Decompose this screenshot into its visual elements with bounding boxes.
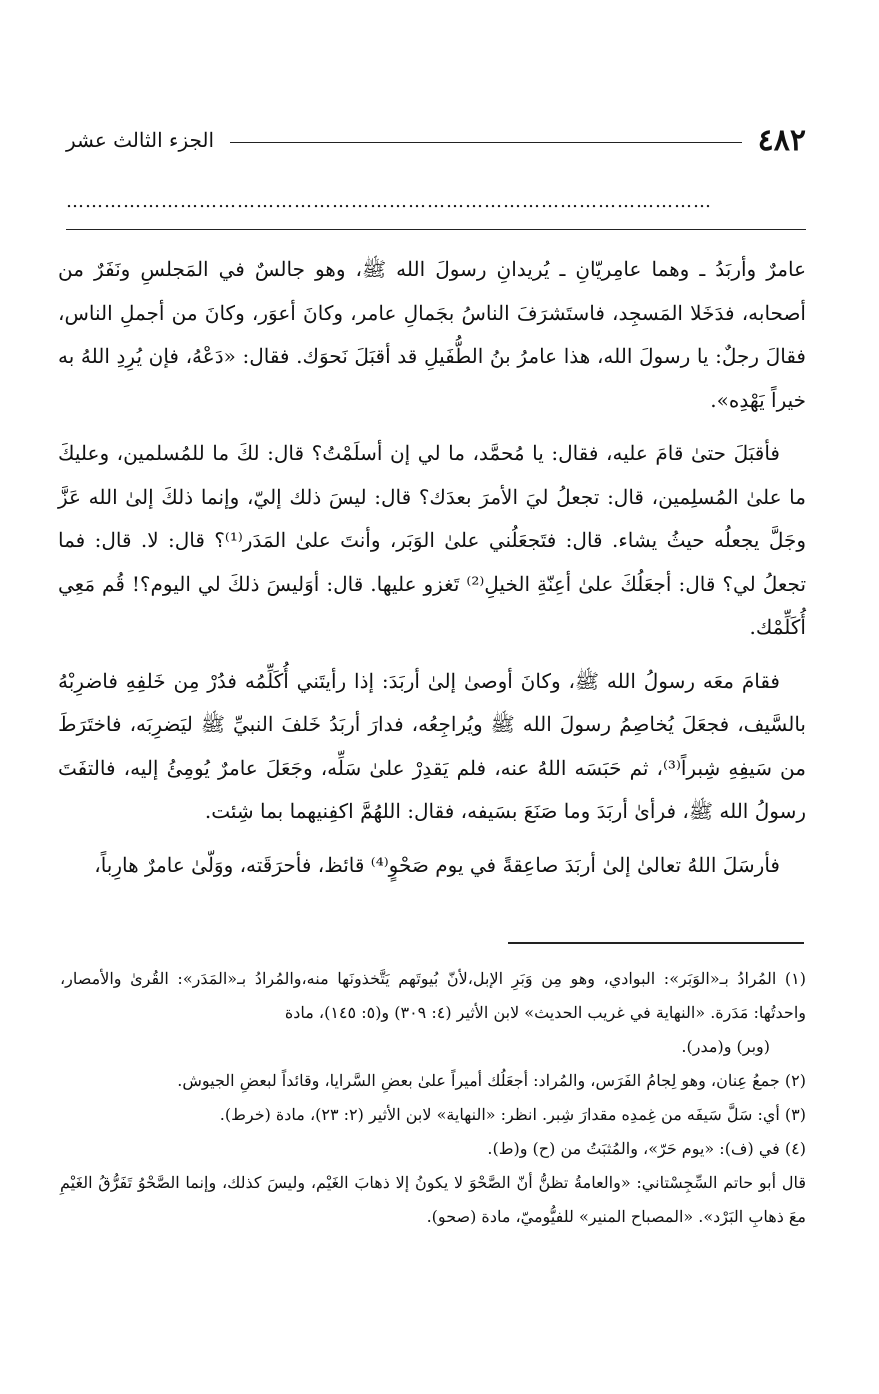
footnote-2: (٢) جمعُ عِنان، وهو لِجامُ الفَرَس، والمُراد: أجعَلُك أميراً علىٰ بعضِ السَّرايا، وقائداً لبعضِ الجيوش. [177, 1071, 806, 1090]
footnote-rule [508, 942, 804, 944]
footnote-4: (٤) في (ف): «يوم حَرّ»، والمُثبَتُ من (ح) و(ط). [487, 1139, 806, 1158]
paragraph: فأرسَلَ اللهُ تعالىٰ إلىٰ أربَدَ صاعِقةً في يوم صَحْوٍ⁽⁴⁾ قائظ، فأحرَقَته، ووَلّىٰ عامرٌ هارِباً، [94, 852, 780, 877]
paragraph: عامرٌ وأربَدُ ـ وهما عامِريّانِ ـ يُريدانِ رسولَ الله ﷺ، وهو جالسٌ في المَجلسِ ونَفَرٌ من أصحابه، فدَخَلا المَسجِد، فاستَشرَفَ الناسُ بجَمالِ عامر، وكانَ أعوَر، وكانَ من أجملِ الناس، فقالَ رجلٌ: يا رسولَ الله، هذا عامرُ بنُ الطُّفَيلِ قد أقبَلَ نَحوَك. فقال: «دَعْهُ، فإن يُرِدِ اللهُ به خيراً يَهْدِه». [58, 257, 806, 412]
separator-dots: ………………………………………………………………………………………… [66, 192, 712, 212]
footnote-1-continued: (وبر) و(مدر). [681, 1037, 770, 1056]
top-rule [66, 229, 806, 230]
footnote-3: (٣) أي: سَلَّ سَيفَه من غِمدِه مقدارَ شِبر. انظر: «النهاية» لابن الأثير (٢: ٢٣)، مادة (خرط). [219, 1105, 806, 1124]
page-header [66, 118, 806, 162]
paragraph: فقامَ معَه رسولُ الله ﷺ، وكانَ أوصىٰ إلىٰ أربَدَ: إذا رأيتَني أُكَلِّمُه فدُرْ مِن خَلفِهِ فاضرِبْهُ بالسَّيف، فجعَلَ يُخاصِمُ رسولَ الله ﷺ ويُراجِعُه، فدارَ أربَدُ خَلفَ النبيِّ ﷺ ليَضرِبَه، فاختَرَطَ من سَيفِهِ شِبراً⁽³⁾، ثم حَبَسَه اللهُ عنه، فلم يَقدِرْ علىٰ سَلِّه، وجَعَلَ عامرٌ يُومِئُ إليه، فالتفَتَ رسولُ الله ﷺ، فرأىٰ أربَدَ وما صَنَعَ بسَيفه، فقال: اللهُمَّ اكفِنيهما بما شِئت. [58, 668, 806, 823]
paragraph: فأقبَلَ حتىٰ قامَ عليه، فقال: يا مُحمَّد، ما لي إن أسلَمْتُ؟ قال: لكَ ما للمُسلمين، وعليكَ ما علىٰ المُسلِمين، قال: تجعلُ ليَ الأمرَ بعدَك؟ قال: ليسَ ذلك إليّ، وإنما ذلكَ إلىٰ الله عَزَّ وجَلَّ يجعلُه حيثُ يشاء. قال: فتَجعَلُني علىٰ الوَبَر، وأنتَ علىٰ المَدَر⁽¹⁾؟ قال: لا. قال: فما تجعلُ لي؟ قال: أجعَلُكَ علىٰ أعِنّةِ الخيلِ⁽²⁾ تَغزو عليها. قال: أوَليسَ ذلكَ لي اليوم؟! قُم مَعِي أُكَلِّمْك. [58, 441, 807, 639]
footnote-4-quote: قال أبو حاتم السِّجِسْتاني: «والعامةُ تظنُّ أنّ الصَّحْوَ لا يكونُ إلا ذهابَ الغَيْم، وليسَ كذلك، وإنما الصَّحْوُ تَفَرُّقُ الغَيْمِ معَ ذهابِ البَرْد». «المصباح المنير» للفيُّوميّ، مادة (صحو). [60, 1173, 806, 1226]
footnotes [60, 962, 806, 1234]
running-title: الجزء الثالث عشر [66, 128, 215, 152]
footnote-1: (١) المُرادُ بـ«الوَبَر»: البوادي، وهو مِن وَبَرِ الإبل،لأنّ بُيوتَهم يَتَّخذونَها منه،والمُرادُ بـ«المَدَر»: القُرىٰ والأمصار، واحدتُها: مَدَرة. «النهاية في غريب الحديث» لابن الأثير (٤: ٣٠٩) و(٥: ١٤٥)، مادة [60, 969, 806, 1022]
header-rule [230, 142, 742, 143]
main-text [58, 248, 806, 897]
page-number: ٤٨٢ [757, 122, 806, 158]
